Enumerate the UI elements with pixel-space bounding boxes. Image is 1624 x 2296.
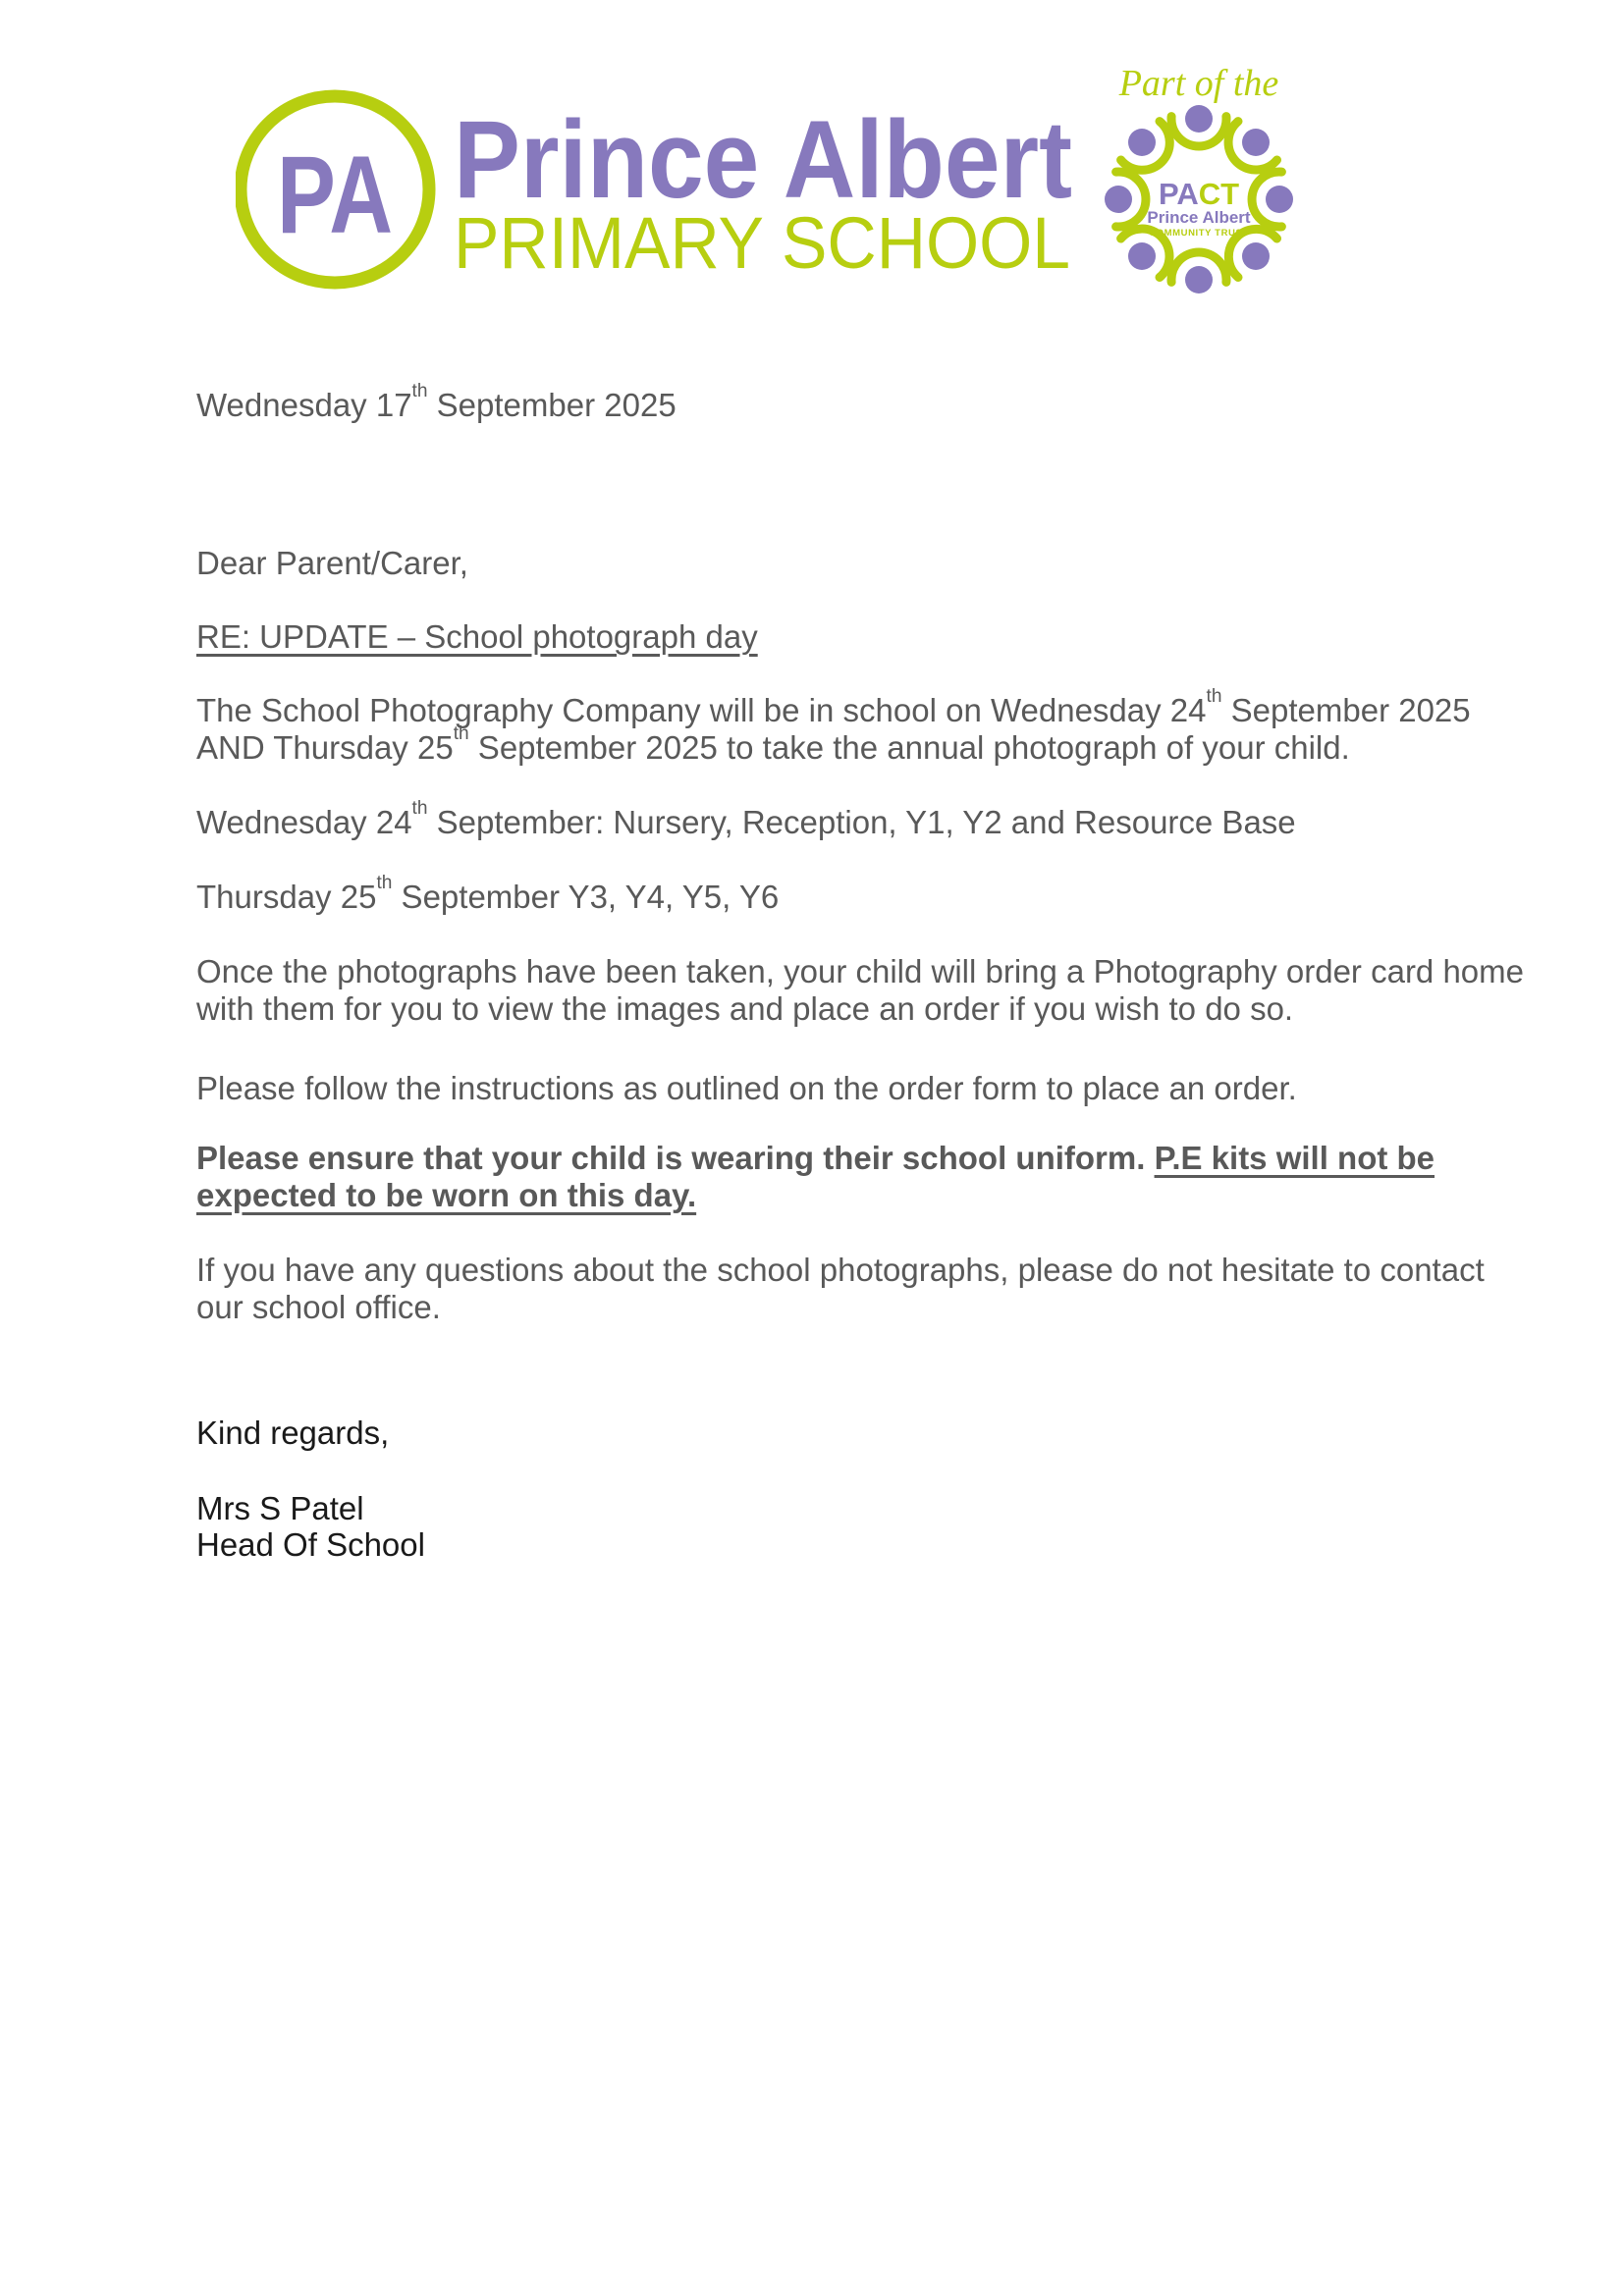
pact-tagline: Part of the	[1118, 63, 1279, 104]
paragraph-thursday-groups: Thursday 25th September Y3, Y4, Y5, Y6	[196, 872, 780, 915]
paragraph-wednesday-groups: Wednesday 24th September: Nursery, Reception, Y1, Y2 and Resource Base	[196, 797, 1296, 840]
pact-trust-subname: COMMUNITY TRUST	[1149, 228, 1249, 239]
paragraph-schedule-intro: The School Photography Company will be in school on Wednesday 24th September 2025 AND Thursday 25th September 2025 to take the annual photograph of your child.	[196, 685, 1471, 766]
paragraph-order-instructions: Please follow the instructions as outlined on the order form to place an order.	[196, 1070, 1297, 1106]
school-name: Prince Albert	[454, 98, 1072, 221]
closing: Kind regards,	[196, 1415, 390, 1451]
pact-acronym-ct: CT	[1198, 177, 1240, 211]
pact-logo	[1060, 47, 1345, 312]
salutation: Dear Parent/Carer,	[196, 545, 468, 581]
school-logo	[236, 54, 1100, 309]
paragraph-order-cards: Once the photographs have been taken, your child will bring a Photography order card home with them for you to view the images and place an order if you wish to do so.	[196, 953, 1525, 1027]
subject-line: RE: UPDATE – School photograph day	[196, 618, 758, 655]
paragraph-contact: If you have any questions about the school photographs, please do not hesitate to contact our school office.	[196, 1252, 1485, 1325]
pact-acronym	[1159, 177, 1239, 211]
signature-name: Mrs S Patel	[196, 1490, 364, 1526]
paragraph-uniform-notice: Please ensure that your child is wearing their school uniform. P.E kits will not be expected to be worn on this day.	[196, 1140, 1435, 1213]
pact-trust-name: Prince Albert	[1147, 208, 1251, 227]
logo-monogram: PA	[277, 133, 393, 256]
pact-acronym-pa: PA	[1158, 177, 1199, 211]
school-type: PRIMARY SCHOOL	[454, 202, 1070, 284]
date-line: Wednesday 17th September 2025	[196, 380, 677, 423]
signature-role: Head Of School	[196, 1526, 425, 1563]
